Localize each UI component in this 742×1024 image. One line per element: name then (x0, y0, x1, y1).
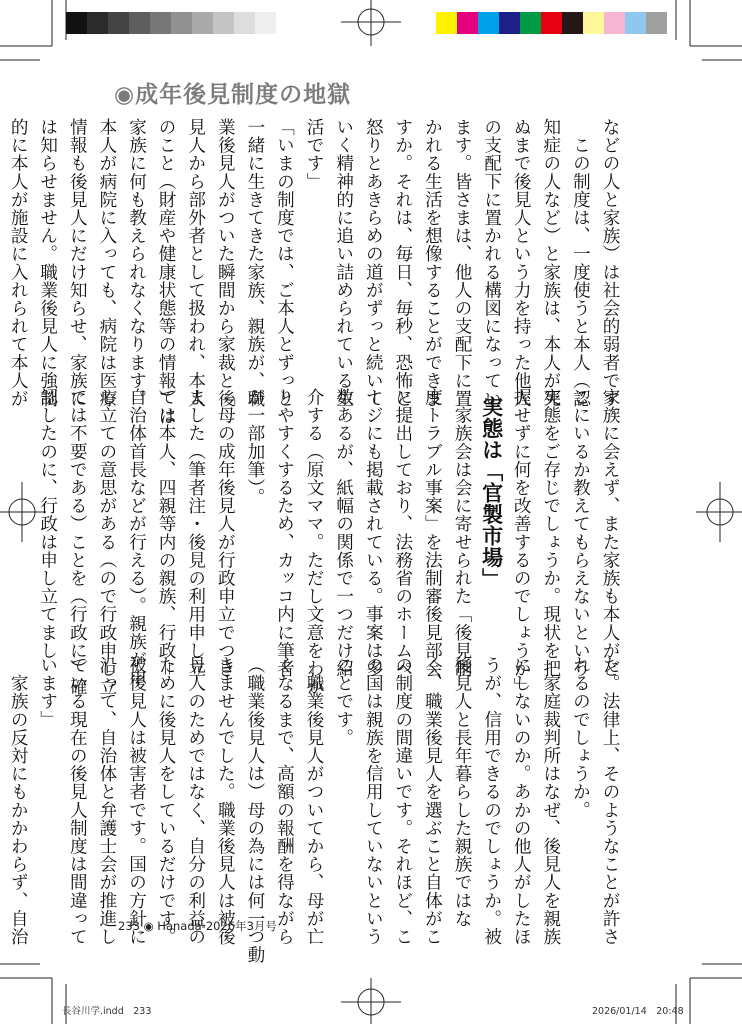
text-tier-top (8, 118, 624, 426)
gray-swatch (255, 12, 276, 34)
gray-swatch (129, 12, 150, 34)
text-column: は知らせません。職業後見人に強制 (37, 118, 58, 408)
text-column: 握せずに何を改善するのでしょうか」 (511, 388, 532, 696)
text-column: れるのでしょうか。 (570, 656, 591, 819)
slug-timestamp: 2026/01/14 20:48 (592, 1006, 684, 1017)
text-column: 見人のためではなく、自分の利益の (185, 656, 206, 946)
gray-swatch (171, 12, 192, 34)
text-column: 自治体首長などが行える）。親族が申 (126, 388, 147, 687)
gray-swatch (108, 12, 129, 34)
text-column: りやすくするため、カッコ内に筆者 (274, 388, 295, 678)
text-column: のこと（財産や健康状態等の情報）は (156, 118, 177, 426)
text-column: などの人と家族）は社会的弱者です。 (600, 118, 620, 426)
text-column: に提出しており、法務省のホームペ (392, 388, 413, 678)
text-column: 業後見人がついた瞬間から家裁と後 (215, 118, 236, 408)
text-column: います」 (37, 656, 58, 729)
slug-filename: 長谷川学.indd 233 (62, 1006, 152, 1017)
color-swatch (604, 12, 625, 34)
text-column: 一緒に生きてきた家族、親族が、職 (244, 118, 265, 408)
text-column: こにいるか教えてもらえないという (570, 388, 591, 678)
color-swatch (646, 12, 667, 34)
text-column: く、職業後見人を選ぶこと自体がこ (422, 656, 443, 946)
text-column: の国は親族を信用していないという (363, 656, 384, 946)
text-column: ました（筆者注・後見の利用申し立 (185, 388, 206, 678)
text-column: ては本人、四親等内の親族、行政＝ (156, 388, 177, 678)
text-column: 数あるが、紙幅の関係で一つだけ紹 (333, 388, 354, 678)
text-column: 家族に何も教えられなくなります。 (126, 118, 147, 408)
text-column: 認したのに、行政は申し立てまし (37, 388, 58, 660)
text-column: （職業後見人は）母の為には何一つ動 (244, 656, 265, 964)
text-column: 「いまの制度では、ご本人とずっと (274, 118, 295, 408)
text-column: きませんでした。職業後見人は被後 (215, 656, 236, 946)
gray-swatch (87, 12, 108, 34)
text-column: 活です」 (304, 118, 325, 191)
text-column: ために後見人をしているだけです。 (156, 656, 177, 946)
text-column: ことです。 (333, 656, 354, 747)
text-column: し立ての意思がある（ので行政申し立 (96, 388, 117, 696)
text-column: 的に本人が施設に入れられて本人が (8, 118, 29, 408)
color-swatch (541, 12, 562, 34)
gray-color-bar (66, 12, 276, 34)
color-swatch (520, 12, 541, 34)
text-column: 「母の成年後見人が行政申立でつき (215, 388, 236, 678)
text-column: 怒りとあきらめの道がずっと続いて (363, 118, 384, 408)
gray-swatch (150, 12, 171, 34)
subheading: 実態は「官製市場」 (479, 396, 504, 590)
text-column: 被後見人は被害者です。国の方針に (126, 656, 147, 946)
text-column: た。法律上、そのようなことが許さ (600, 656, 620, 946)
text-column: 沿って、自治体と弁護士会が推進し (96, 656, 117, 946)
gray-swatch (213, 12, 234, 34)
text-column: 介する（原文ママ。ただし文意をわか (304, 388, 325, 696)
text-column: くなるまで、高額の報酬を得ながら (274, 656, 295, 946)
text-column: ては不要である）ことを（行政に）確 (67, 388, 88, 696)
gray-swatch (234, 12, 255, 34)
text-column: この制度は、一度使うと本人（認 (570, 118, 591, 408)
text-column: 家族会は会に寄せられた「後見制 (452, 388, 473, 678)
color-swatch (562, 12, 583, 34)
text-column: ージにも掲載されている。事案は多 (363, 388, 384, 678)
text-column: 家族に会えず、また家族も本人がど (600, 388, 620, 678)
text-column: 度トラブル事案」を法制審後見部会 (422, 388, 443, 678)
text-column: いく精神的に追い詰められている生 (333, 118, 354, 408)
text-column: ぬまで後見人という力を持った他人 (511, 118, 532, 408)
text-column: かれる生活を想像することができま (422, 118, 443, 408)
text-column: ている現在の後見人制度は間違って (67, 656, 88, 946)
text-column: 家庭裁判所はなぜ、後見人を親族 (540, 656, 561, 946)
text-column: 本人が病院に入っても、病院は医療 (96, 118, 117, 408)
text-column: うが、信用できるのでしょうか。被 (481, 656, 502, 946)
text-column: 家族の反対にもかかわらず、自治 (8, 656, 29, 946)
gray-swatch (66, 12, 87, 34)
text-column: 情報も後見人にだけ知らせ、家族に (67, 118, 88, 408)
text-column: 見人から部外者として扱われ、本人 (185, 118, 206, 408)
text-column: 後見人と長年暮らした親族ではな (452, 656, 473, 928)
page-footer: 233 ◉ Hanada-2026年3月号 (118, 919, 277, 933)
gray-swatch (192, 12, 213, 34)
color-swatch (583, 12, 604, 34)
text-column: にしないのか。あかの他人がしたほ (511, 656, 532, 946)
text-column: 実態をご存じでしょうか。現状を把 (540, 388, 561, 678)
text-column: の支配下に置かれる構図になってい (481, 118, 502, 408)
color-swatch (436, 12, 457, 34)
text-column: 職業後見人がついてから、母が亡 (304, 656, 325, 946)
text-column: 知症の人など）と家族は、本人が死 (540, 118, 561, 408)
color-swatch (457, 12, 478, 34)
color-swatch (625, 12, 646, 34)
text-column: の制度の間違いです。それほど、こ (392, 656, 413, 946)
color-swatch (499, 12, 520, 34)
section-heading: ◉成年後見制度の地獄 (114, 82, 352, 108)
text-column: が一部加筆）。 (244, 388, 265, 506)
color-swatch (478, 12, 499, 34)
text-column: ます。皆さまは、他人の支配下に置 (452, 118, 473, 408)
text-column: すか。それは、毎日、毎秒、恐怖と (392, 118, 413, 408)
process-color-bar (436, 12, 667, 34)
